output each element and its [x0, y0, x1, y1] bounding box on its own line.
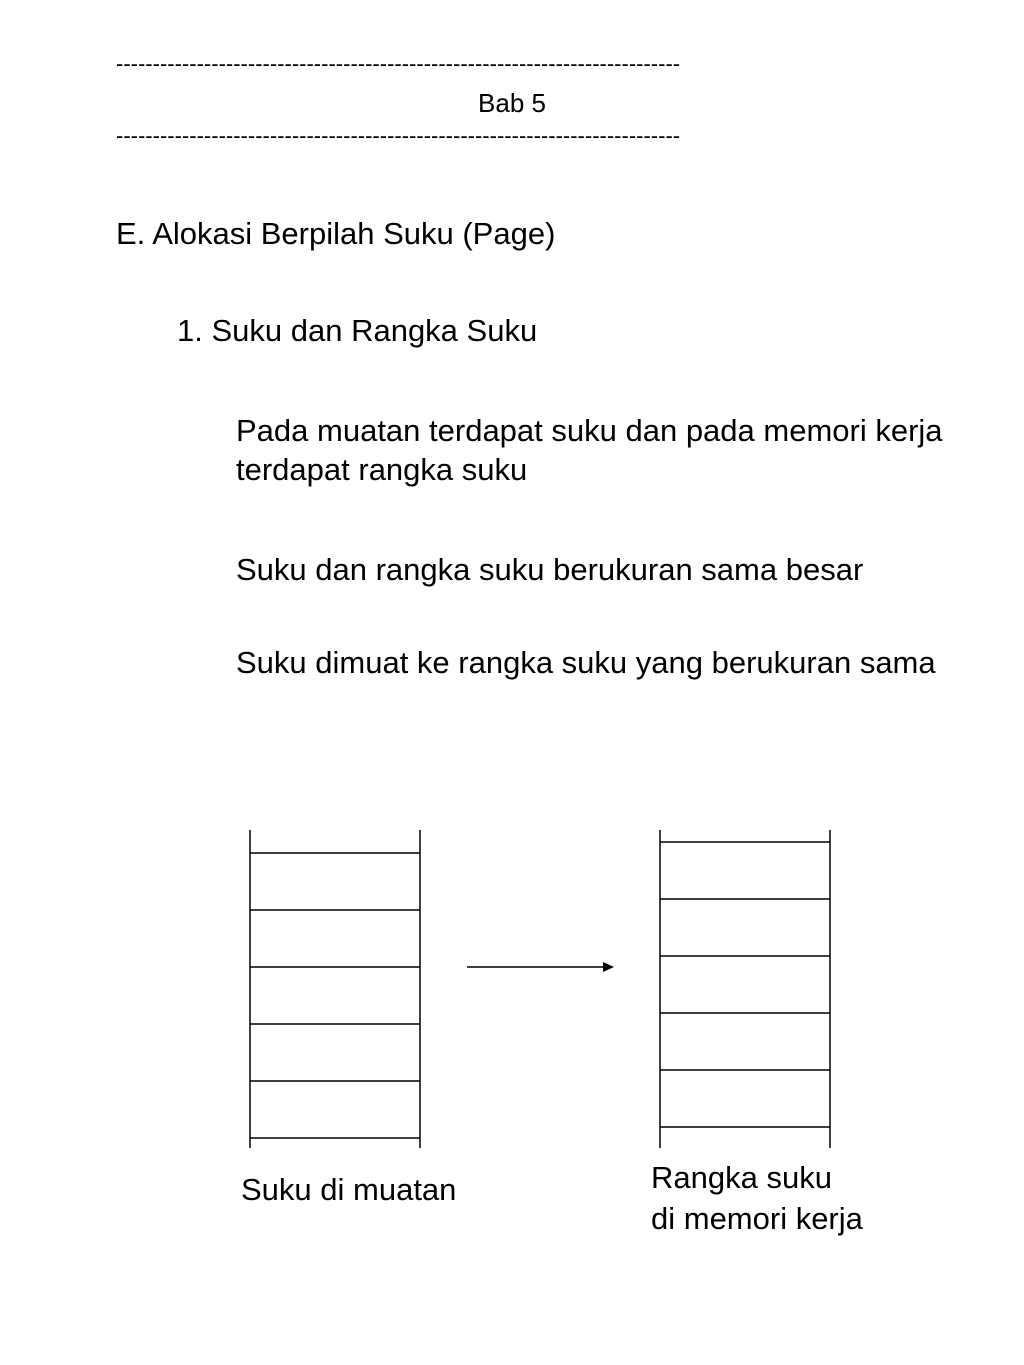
caption-pages-in-program: Suku di muatan	[241, 1172, 457, 1207]
subsection-title: 1. Suku dan Rangka Suku	[177, 313, 538, 348]
paragraph-pages-and-frames: Pada muatan terdapat suku dan pada memori kerja terdapat rangka suku	[236, 413, 943, 487]
caption-frames-line-2: di memori kerja	[651, 1201, 863, 1236]
header-rule-top: -----------------------------------------------------------------------------	[116, 52, 681, 76]
section-title: E. Alokasi Berpilah Suku (Page)	[116, 216, 556, 251]
page-frame-diagram	[220, 820, 860, 1160]
frame-stack	[660, 830, 830, 1148]
caption-frames-line-1: Rangka suku	[651, 1160, 832, 1195]
header-rule-bottom: -----------------------------------------------------------------------------	[116, 124, 681, 148]
paragraph-equal-size: Suku dan rangka suku berukuran sama besar	[236, 552, 864, 587]
load-arrow	[467, 962, 614, 972]
page-stack	[250, 830, 420, 1148]
paragraph-loading: Suku dimuat ke rangka suku yang berukuran sama	[236, 645, 936, 680]
chapter-title: Bab 5	[478, 88, 546, 118]
arrow-head-icon	[603, 962, 614, 972]
